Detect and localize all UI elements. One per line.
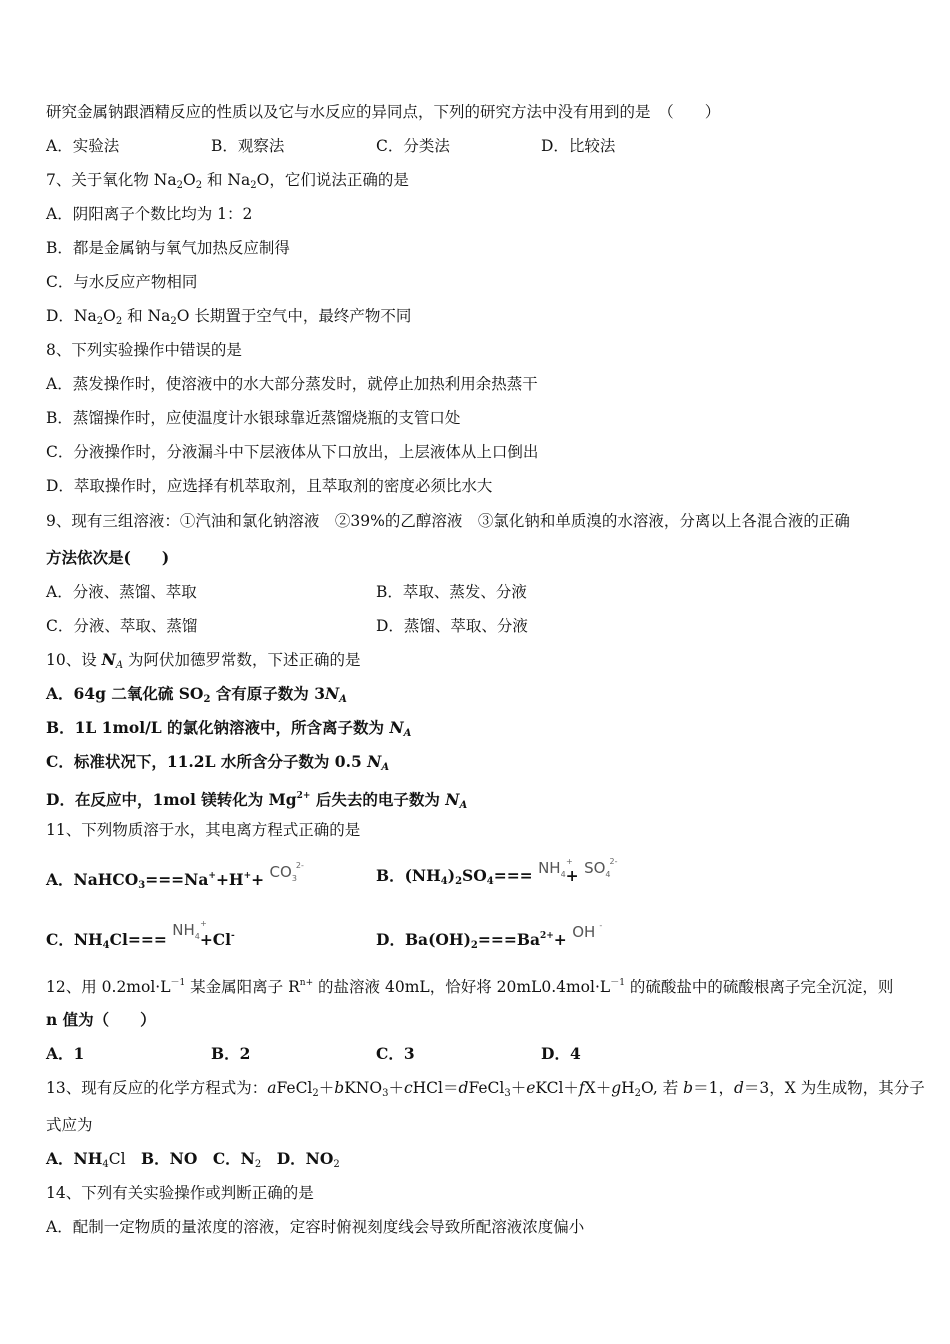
q8-option-c: C．分液操作时，分液漏斗中下层液体从下口放出，上层液体从上口倒出 [46,443,539,461]
q7-option-d: D．$Na_2O_2$ 和 $Na_2O$ 长期置于空气中，最终产物不同 [46,307,412,327]
q13-stem: 13、现有反应的化学方程式为：$aFeCl_2+bKNO_3+cHCl=dFeCl_3+eKCl+fX+gH_2O$, 若 b＝1，d＝3，X 为生成物，其分子 [46,1079,925,1099]
q7-option-c: C．与水反应产物相同 [46,273,198,291]
q10-stem: 10、设 $N_A$ 为阿伏加德罗常数，下述正确的是 [46,650,361,671]
q13-stem-cont: 式应为 [46,1116,93,1134]
q13-options: A．$NH_4Cl$ B．NO C．$N_2$ D．$NO_2$ [46,1149,340,1170]
q6-option-d: D．比较法 [541,137,616,155]
q6-option-c: C．分类法 [376,137,450,155]
q11-stem: 11、下列物质溶于水，其电离方程式正确的是 [46,821,361,839]
q8-stem: 8、下列实验操作中错误的是 [46,341,242,359]
hydroxide-ion: OH - [572,921,603,941]
q8-option-a: A．蒸发操作时，使溶液中的水大部分蒸发时，就停止加热利用余热蒸干 [46,375,538,393]
q14-stem: 14、下列有关实验操作或判断正确的是 [46,1184,314,1202]
q11-option-d: D．$Ba(OH)_2===Ba^{2+}+$ OH - [376,921,603,951]
q12-option-a: A．1 [46,1044,85,1063]
q11-option-a: A．NaHCO$_3$===Na++H++ $CO_3$ 2- [46,861,304,891]
q7-option-b: B．都是金属钠与氧气加热反应制得 [46,239,290,257]
q10-option-a: A．64g 二氧化硫 $SO_2$ 含有原子数为 $3N_A$ [46,684,347,705]
q10-option-d: D．在反应中，1mol 镁转化为 $Mg^{2+}$ 后失去的电子数为 $N_A$ [46,790,468,811]
q6-option-b: B．观察法 [211,137,285,155]
q9-option-b: B．萃取、蒸发、分液 [376,583,527,601]
q6-stem: 研究金属钠跟酒精反应的性质以及它与水反应的异同点，下列的研究方法中没有用到的是 （ ） [46,103,721,121]
q9-stem: 9、现有三组溶液：①汽油和氯化钠溶液 ②39%的乙醇溶液 ③氯化钠和单质溴的水溶液，分离以上各混合液的正确 [46,512,850,530]
q7-stem: 7、关于氧化物 $Na_2O_2$ 和 $Na_2O$，它们说法正确的是 [46,171,409,191]
q6-option-a: A．实验法 [46,137,120,155]
q10-option-c: C．标准状况下，11.2L 水所含分子数为 0.5 $N_A$ [46,752,390,773]
q9-option-c: C．分液、萃取、蒸馏 [46,617,198,635]
q11-option-c: C．$NH_4Cl=== NH_4$ + +Cl- [46,919,235,951]
q12-option-b: B．2 [211,1044,251,1063]
q9-option-d: D．蒸馏、萃取、分液 [376,617,528,635]
carbonate-ion: $CO_3$ 2- [269,861,304,883]
q7-option-a: A．阴阳离子个数比均为 1：2 [46,205,253,223]
q12-stem-cont: n 值为（ ） [46,1010,156,1029]
sulfate-ion: $SO_4$ 2- [584,857,618,879]
q12-option-d: D．4 [541,1044,581,1063]
q9-stem-cont: 方法依次是( ) [46,548,170,567]
q8-option-b: B．蒸馏操作时，应使温度计水银球靠近蒸馏烧瓶的支管口处 [46,409,461,427]
q12-stem: 12、用 $0.2mol\cdot L^{-1}$ 某金属阳离子 $R^{n+}$ 的盐溶液 40mL，恰好将 $20mL0.4mol\cdot L^{-1}$ 的硫酸盐中的硫酸根离子完全沉淀，则 [46,978,894,996]
q12-option-c: C．3 [376,1044,415,1063]
q14-option-a: A．配制一定物质的量浓度的溶液，定容时俯视刻度线会导致所配溶液浓度偏小 [46,1218,585,1236]
q11-option-b: B．$(NH_4)_2SO_4=== NH_4$ + + $SO_4$ 2- [376,857,618,887]
ammonium-ion: $NH_4$ + [538,857,573,879]
ammonium-ion: $NH_4$ + [172,919,207,941]
q8-option-d: D．萃取操作时，应选择有机萃取剂，且萃取剂的密度必须比水大 [46,477,493,495]
q10-option-b: B．1L 1mol/L 的氯化钠溶液中，所含离子数为 $N_A$ [46,718,412,739]
q9-option-a: A．分液、蒸馏、萃取 [46,583,197,601]
